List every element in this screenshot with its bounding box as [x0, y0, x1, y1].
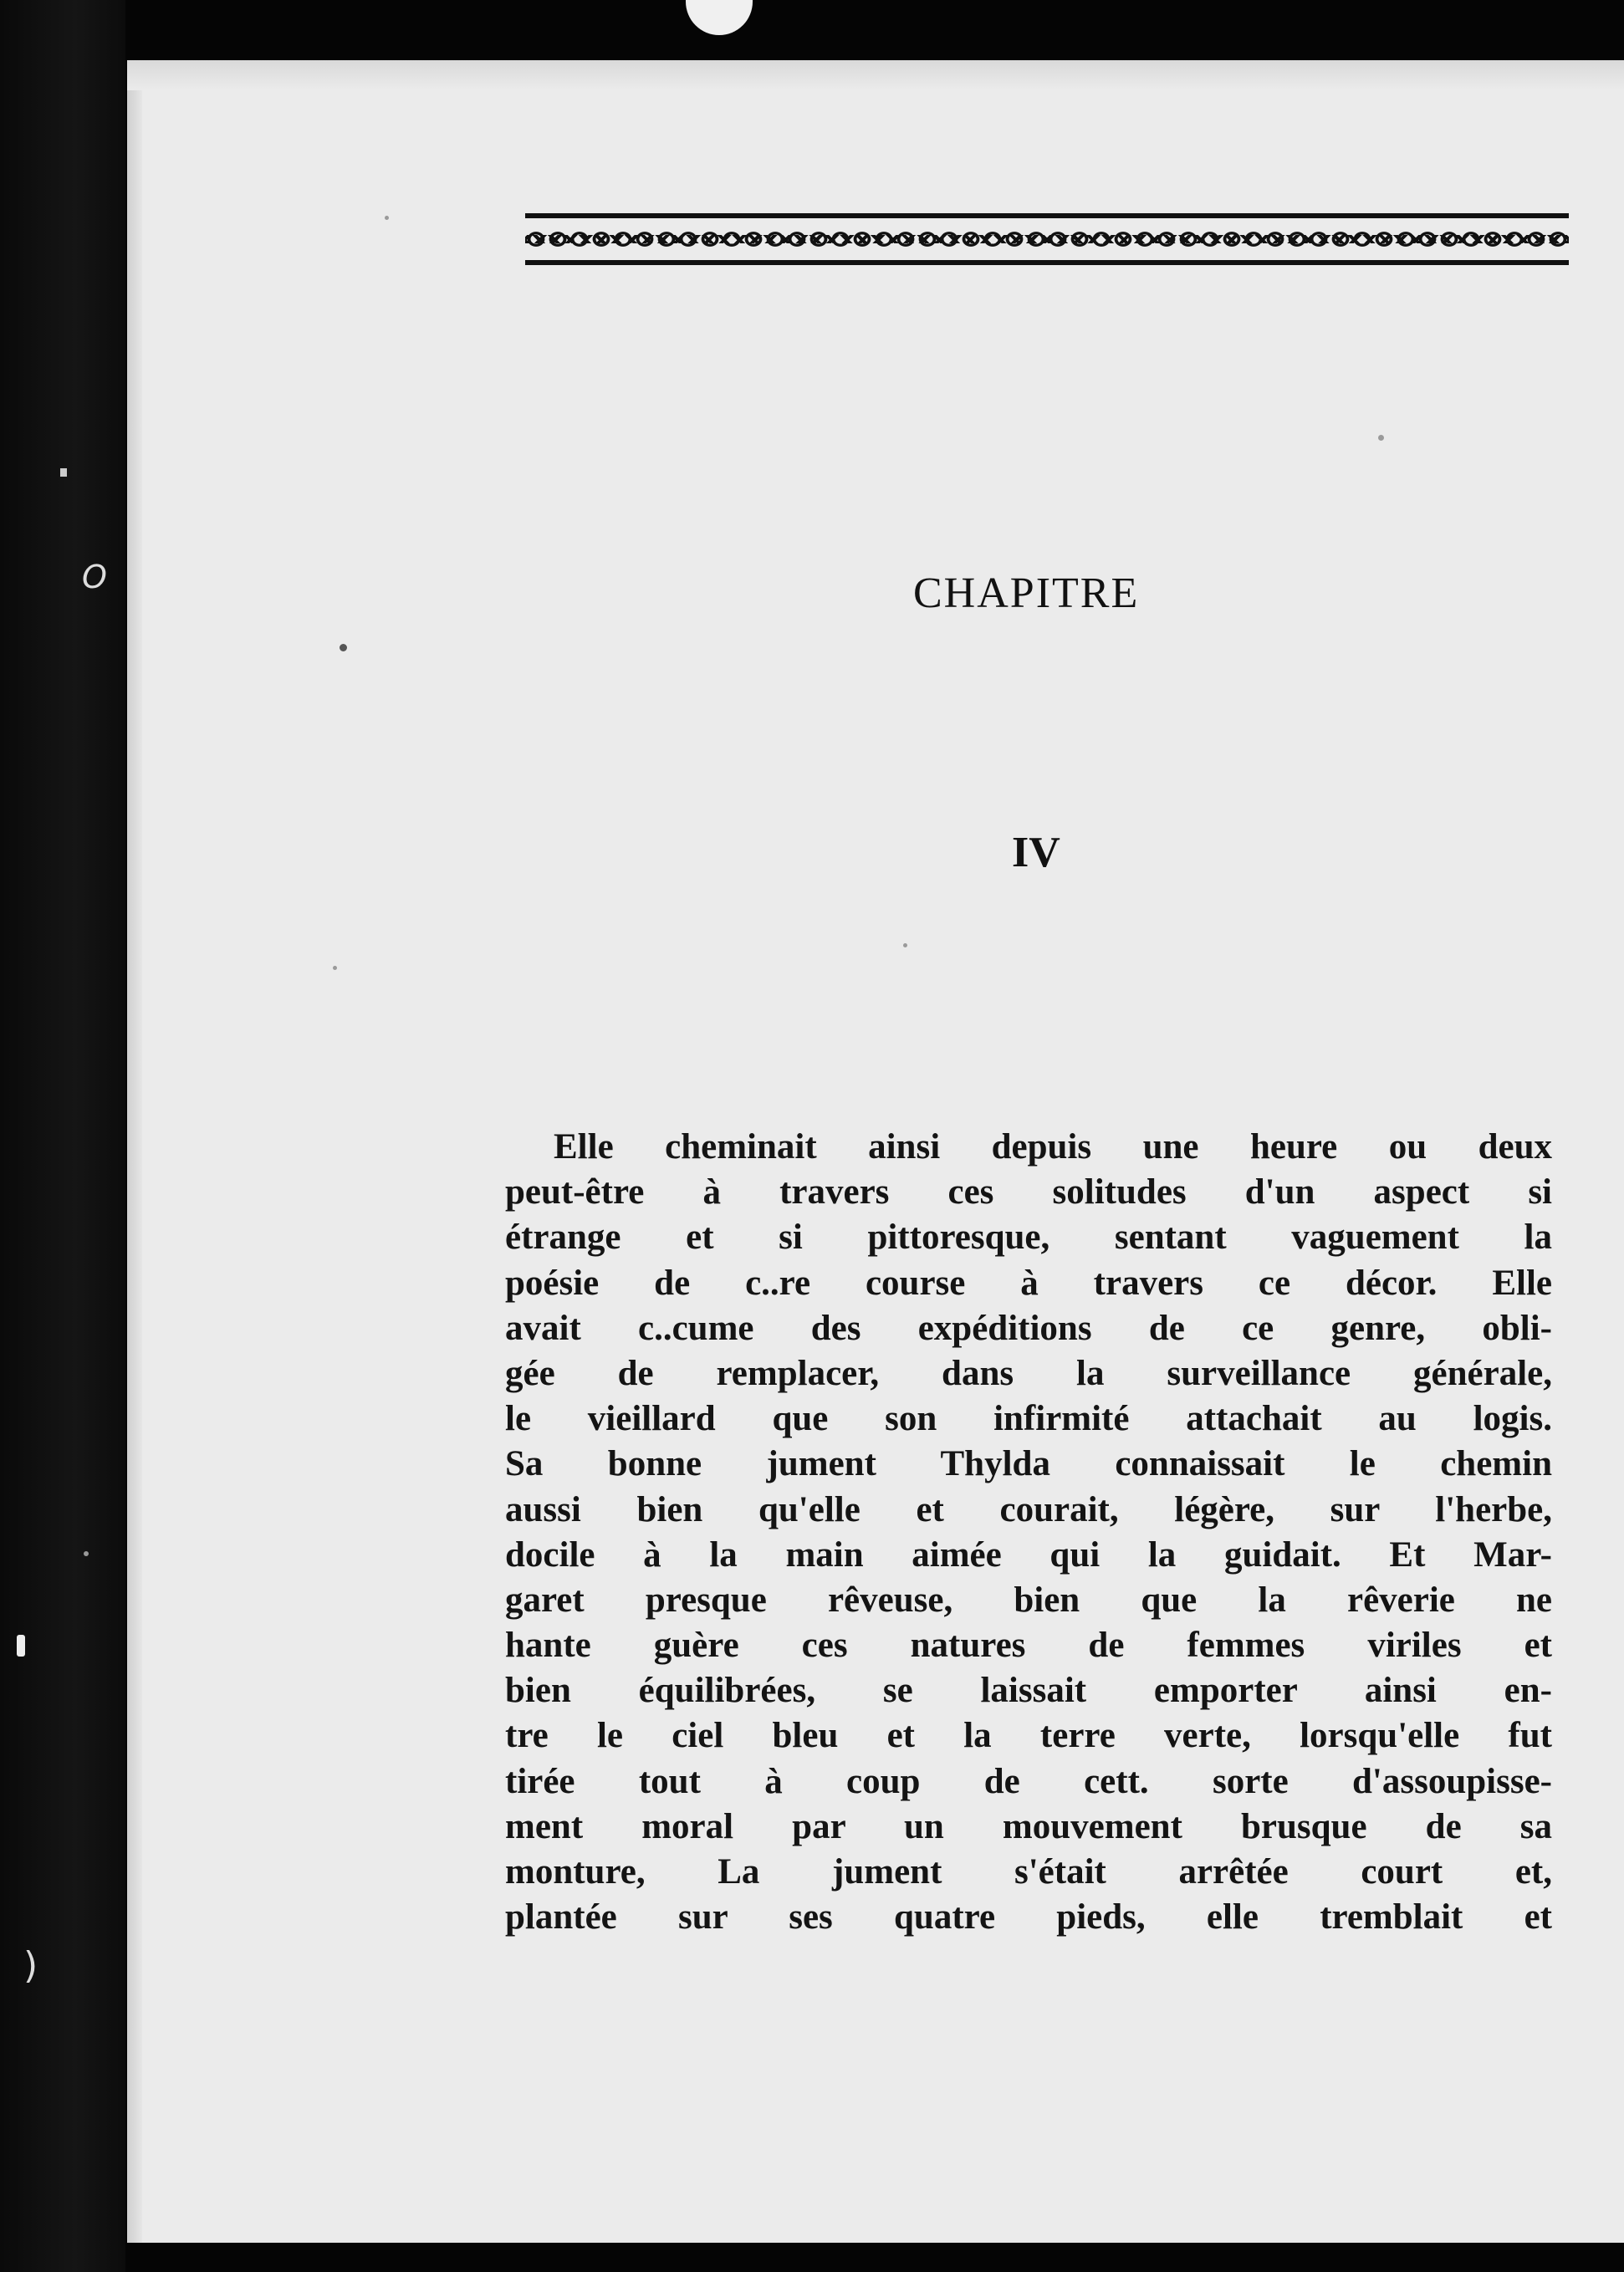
chapter-heading: CHAPITRE: [913, 569, 1140, 617]
text-line: tirée tout à coup de cett. sorte d'assoupisse-: [505, 1761, 1552, 1801]
page-speck: [340, 644, 347, 651]
scan-margin-dot: [84, 1551, 89, 1556]
body-text: [505, 1125, 1552, 1940]
chapter-number: IV: [1012, 829, 1060, 876]
text-line: plantée sur ses quatre pieds, elle tremblait et: [505, 1897, 1552, 1938]
page-speck: [333, 966, 337, 970]
page-speck: [903, 943, 907, 947]
ornamental-header-rule: [525, 213, 1569, 265]
text-line: Sa bonne jument Thylda connaissait le chemin: [505, 1444, 1552, 1484]
text-line: ment moral par un mouvement brusque de sa: [505, 1806, 1552, 1846]
page-top-shadow: [127, 60, 1624, 90]
text-line: bien équilibrées, se laissait emporter ainsi en-: [505, 1671, 1552, 1711]
text-line: avait c..cume des expéditions de ce genre, obli-: [505, 1308, 1552, 1348]
scan-margin-speck: [60, 468, 67, 477]
scan-margin-bar: [17, 1635, 25, 1657]
text-line: étrange et si pittoresque, sentant vaguement la: [505, 1218, 1552, 1258]
text-line: Elle cheminait ainsi depuis une heure ou deux: [554, 1127, 1552, 1167]
text-line: monture, La jument s'était arrêtée court et,: [505, 1852, 1552, 1892]
text-line: peut-être à travers ces solitudes d'un aspect si: [505, 1172, 1552, 1213]
scan-margin-paren: ): [23, 1944, 38, 1987]
text-line: le vieillard que son infirmité attachait au logis.: [505, 1399, 1552, 1439]
page-speck: [1378, 435, 1384, 441]
page-stack-edge: [127, 60, 142, 2243]
text-line: tre le ciel bleu et la terre verte, lorsqu'elle fut: [505, 1716, 1552, 1756]
text-line: docile à la main aimée qui la guidait. Et Mar-: [505, 1534, 1552, 1575]
text-line: gée de remplacer, dans la surveillance générale,: [505, 1353, 1552, 1393]
text-line: garet presque rêveuse, bien que la rêverie ne: [505, 1580, 1552, 1620]
text-line: aussi bien qu'elle et courait, légère, sur l'herbe,: [505, 1489, 1552, 1529]
text-line: poésie de c..re course à travers ce décor. Elle: [505, 1263, 1552, 1303]
scan-left-edge: [0, 0, 125, 2272]
scan-margin-letter: O: [82, 559, 107, 595]
page-speck: [385, 216, 389, 220]
text-line: hante guère ces natures de femmes viriles et: [505, 1626, 1552, 1666]
